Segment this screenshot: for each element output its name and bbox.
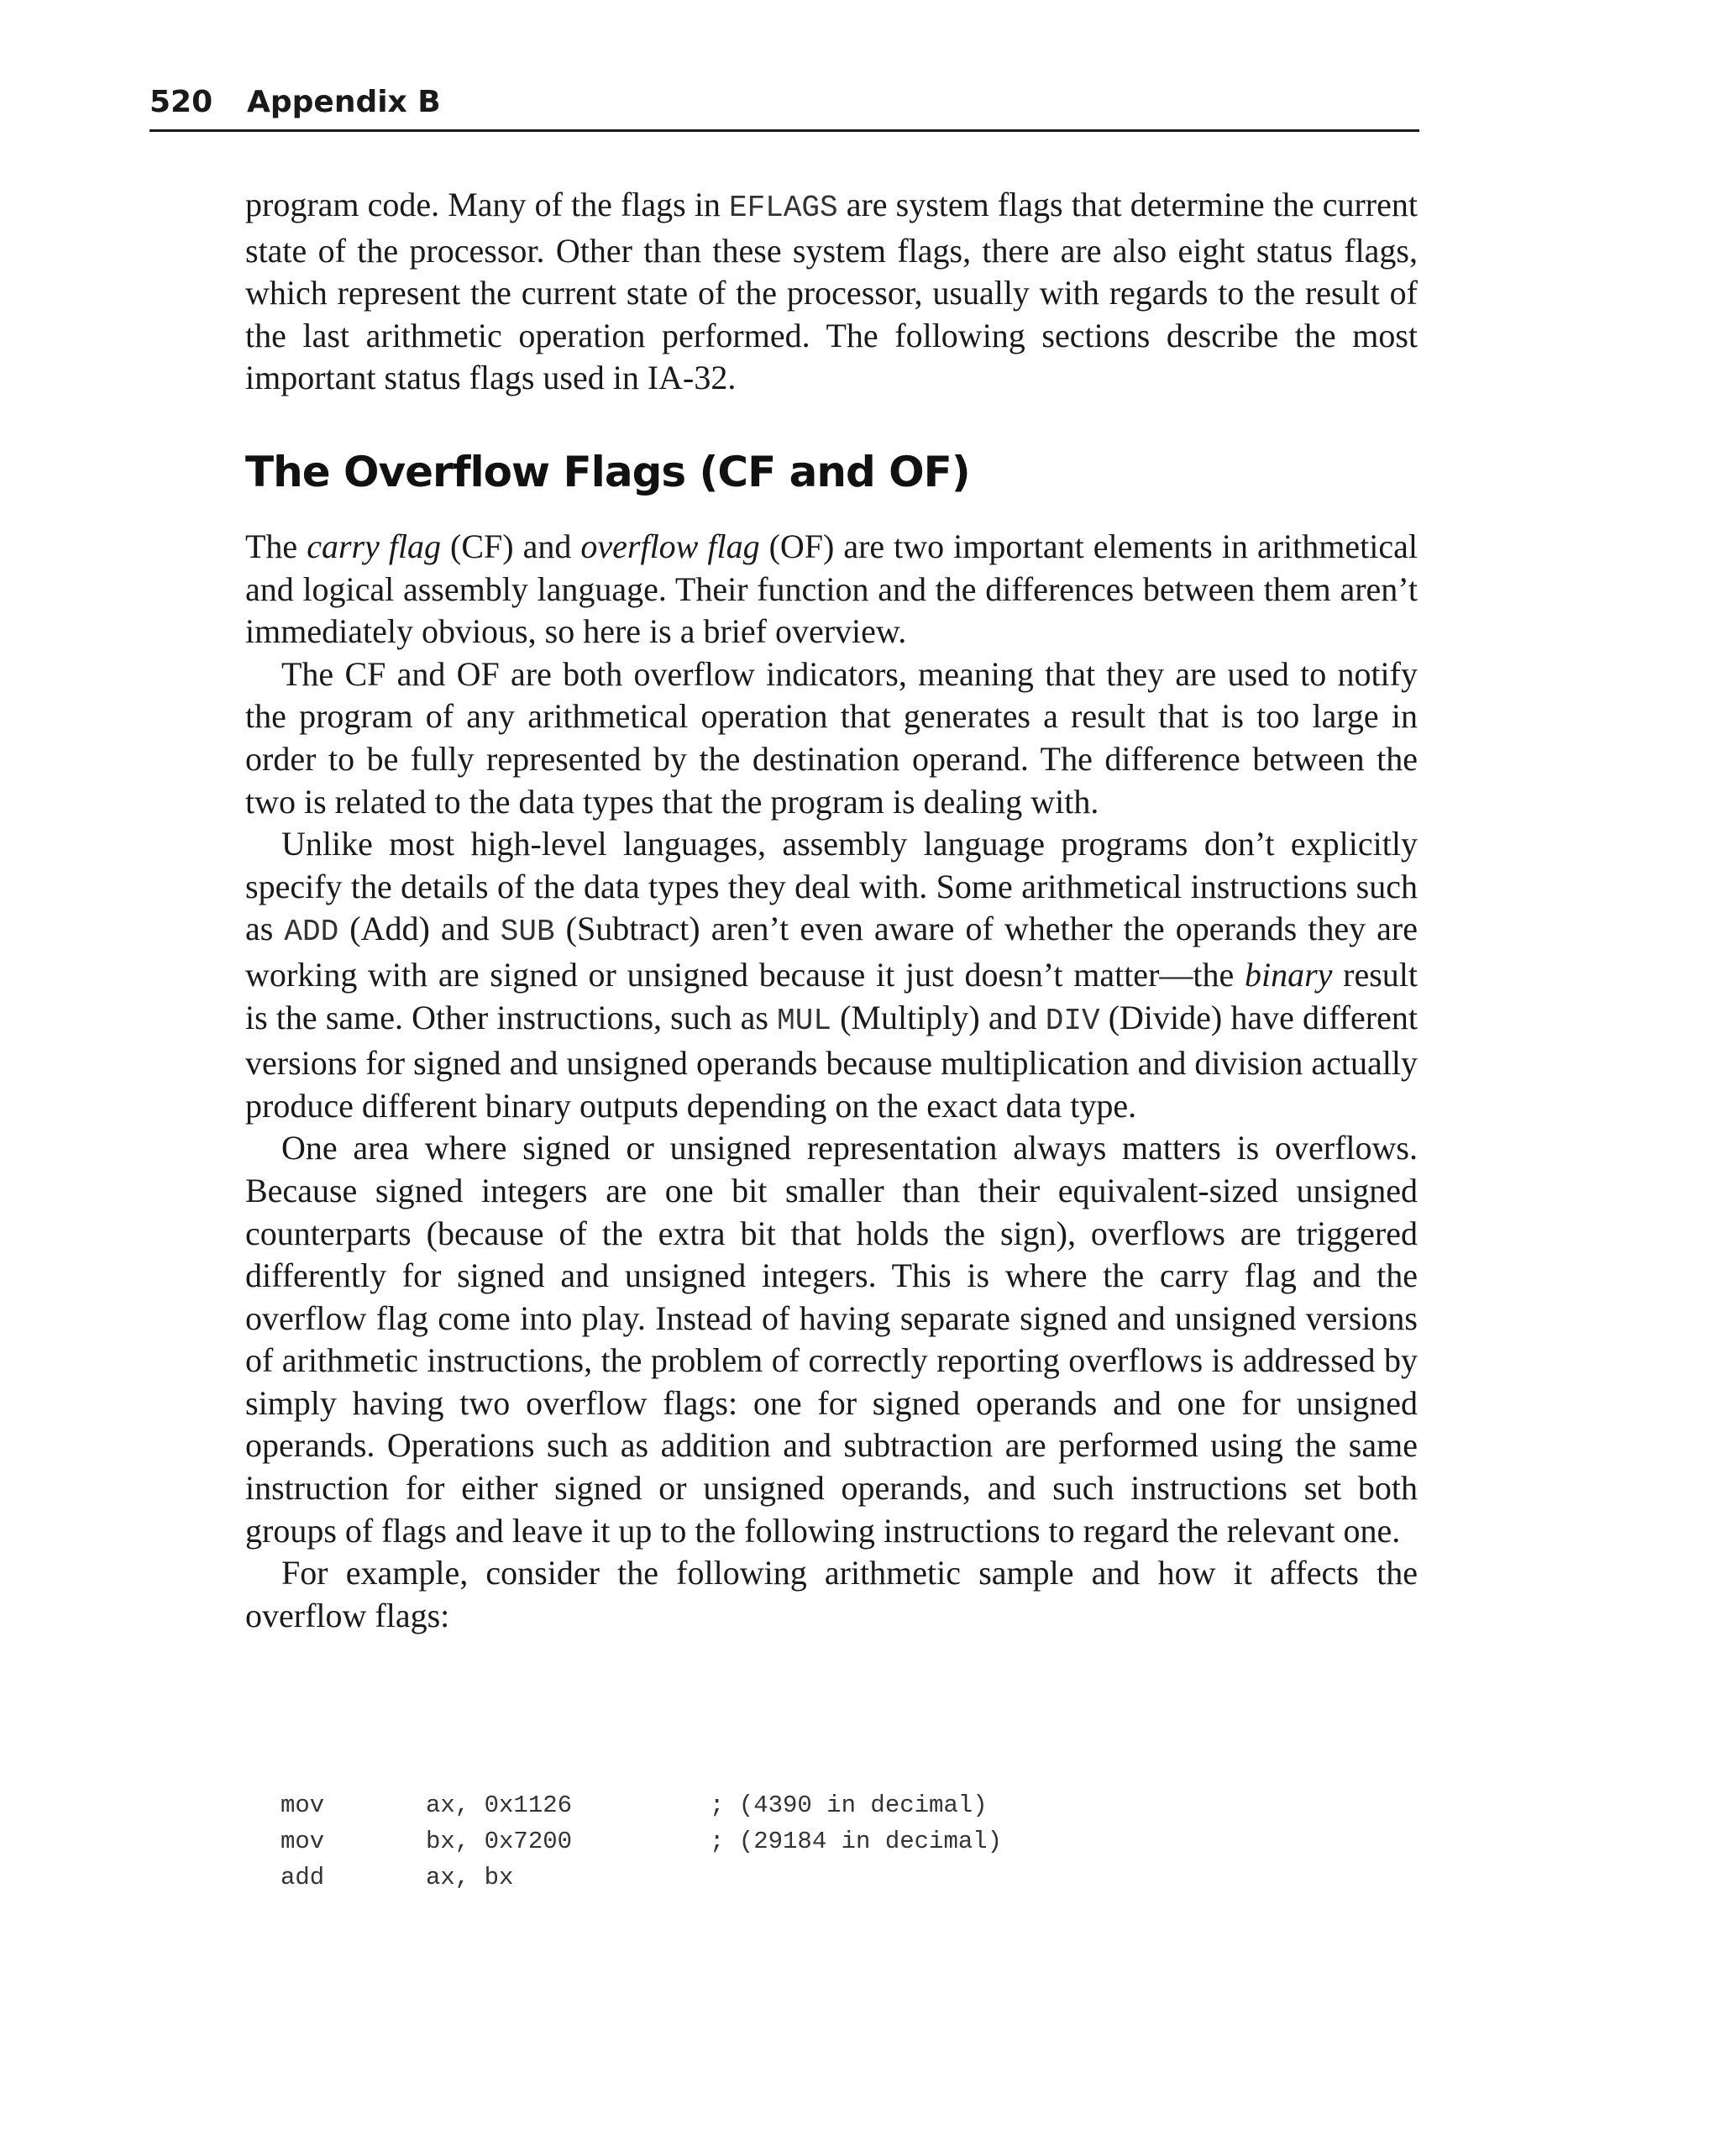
code-opcode: mov: [281, 1828, 325, 1855]
text: (Divide) have different versions for signed and unsigned operands because multiplication and division actually produce different binary outputs depending on the exact data type.: [245, 998, 1418, 1125]
term-overflow-flag: overflow flag: [580, 527, 760, 565]
code-line: [281, 1787, 988, 1823]
text: Unlike most high-level languages, assembly language programs don’t explicitly specify the details of the data types they deal with. Some arithmetical instructions such as: [245, 825, 1418, 948]
code-comment: ; (4390 in decimal): [710, 1791, 988, 1819]
inline-code: DIV: [1045, 1003, 1100, 1038]
text: (Subtract) aren’t even aware of whether the operands they are working with are signed or unsigned because it just doesn’t matter—the: [245, 910, 1418, 994]
term-binary: binary: [1244, 955, 1333, 994]
inline-code: EFLAGS: [729, 191, 838, 225]
text: (OF) are two important elements in arithmetical and logical assembly language. Their function and the differences between them aren’t immediately obvious, so here is a brief overview.: [245, 527, 1418, 651]
paragraph-2: The CF and OF are both overflow indicators, meaning that they are used to notify the program of any arithmetical operation that generates a result that is too large in order to be fully represented by the destination operand. The difference between the two is related to the data types that the program is dealing with.: [245, 654, 1418, 821]
paragraph-5: For example, consider the following arithmetic sample and how it affects the overflow flags:: [245, 1554, 1418, 1634]
inline-code: SUB: [500, 915, 555, 950]
section-body: [245, 526, 1418, 1637]
code-opcode: mov: [281, 1791, 325, 1819]
running-head: Appendix B: [247, 85, 441, 119]
code-line: [281, 1823, 1003, 1860]
term-carry-flag: carry flag: [307, 527, 442, 565]
text: program code. Many of the flags in: [245, 186, 730, 223]
paragraph-1: [245, 526, 1418, 653]
text: result is the same. Other instructions, such as: [245, 955, 1418, 1036]
code-operands: bx, 0x7200: [426, 1828, 573, 1855]
text: are system flags that determine the current state of the processor. Other than these system flags, there are also eight status flags, which represent the current state of the processor, usually with regards to the result of the last arithmetic operation performed. The following sections describe the most important status flags used in IA-32.: [245, 186, 1418, 397]
text: The: [245, 527, 307, 565]
inline-code: MUL: [777, 1003, 831, 1038]
paragraph-3: [245, 823, 1418, 1127]
page-header: [149, 81, 1419, 132]
code-line: [281, 1860, 514, 1896]
intro-paragraph: [245, 184, 1418, 400]
text: (Multiply) and: [831, 998, 1046, 1036]
section-heading: The Overflow Flags (CF and OF): [245, 448, 970, 496]
code-operands: ax, bx: [426, 1864, 514, 1891]
text: (CF) and: [441, 527, 581, 565]
code-listing: [281, 1787, 1003, 1896]
inline-code: ADD: [284, 915, 339, 950]
text: (Add) and: [338, 910, 501, 948]
code-operands: ax, 0x1126: [426, 1791, 573, 1819]
code-comment: ; (29184 in decimal): [710, 1828, 1003, 1855]
paragraph-4: One area where signed or unsigned representation always matters is overflows. Because signed integers are one bit smaller than their equivalent-sized unsigned counterparts (because of the extra bit that holds the sign), overflows are triggered differently for signed and unsigned integers. This is where the carry flag and the overflow flag come into play. Instead of having separate signed and unsigned versions of arithmetic instructions, the problem of correctly reporting overflows is addressed by simply having two overflow flags: one for signed operands and one for unsigned operands. Operations such as addition and subtraction are performed using the same instruction for either signed or unsigned operands, and such instructions set both groups of flags and leave it up to the following instructions to regard the relevant one.: [245, 1129, 1418, 1550]
page-number: 520: [149, 85, 213, 119]
paragraph: [245, 184, 1418, 400]
code-opcode: add: [281, 1864, 325, 1891]
